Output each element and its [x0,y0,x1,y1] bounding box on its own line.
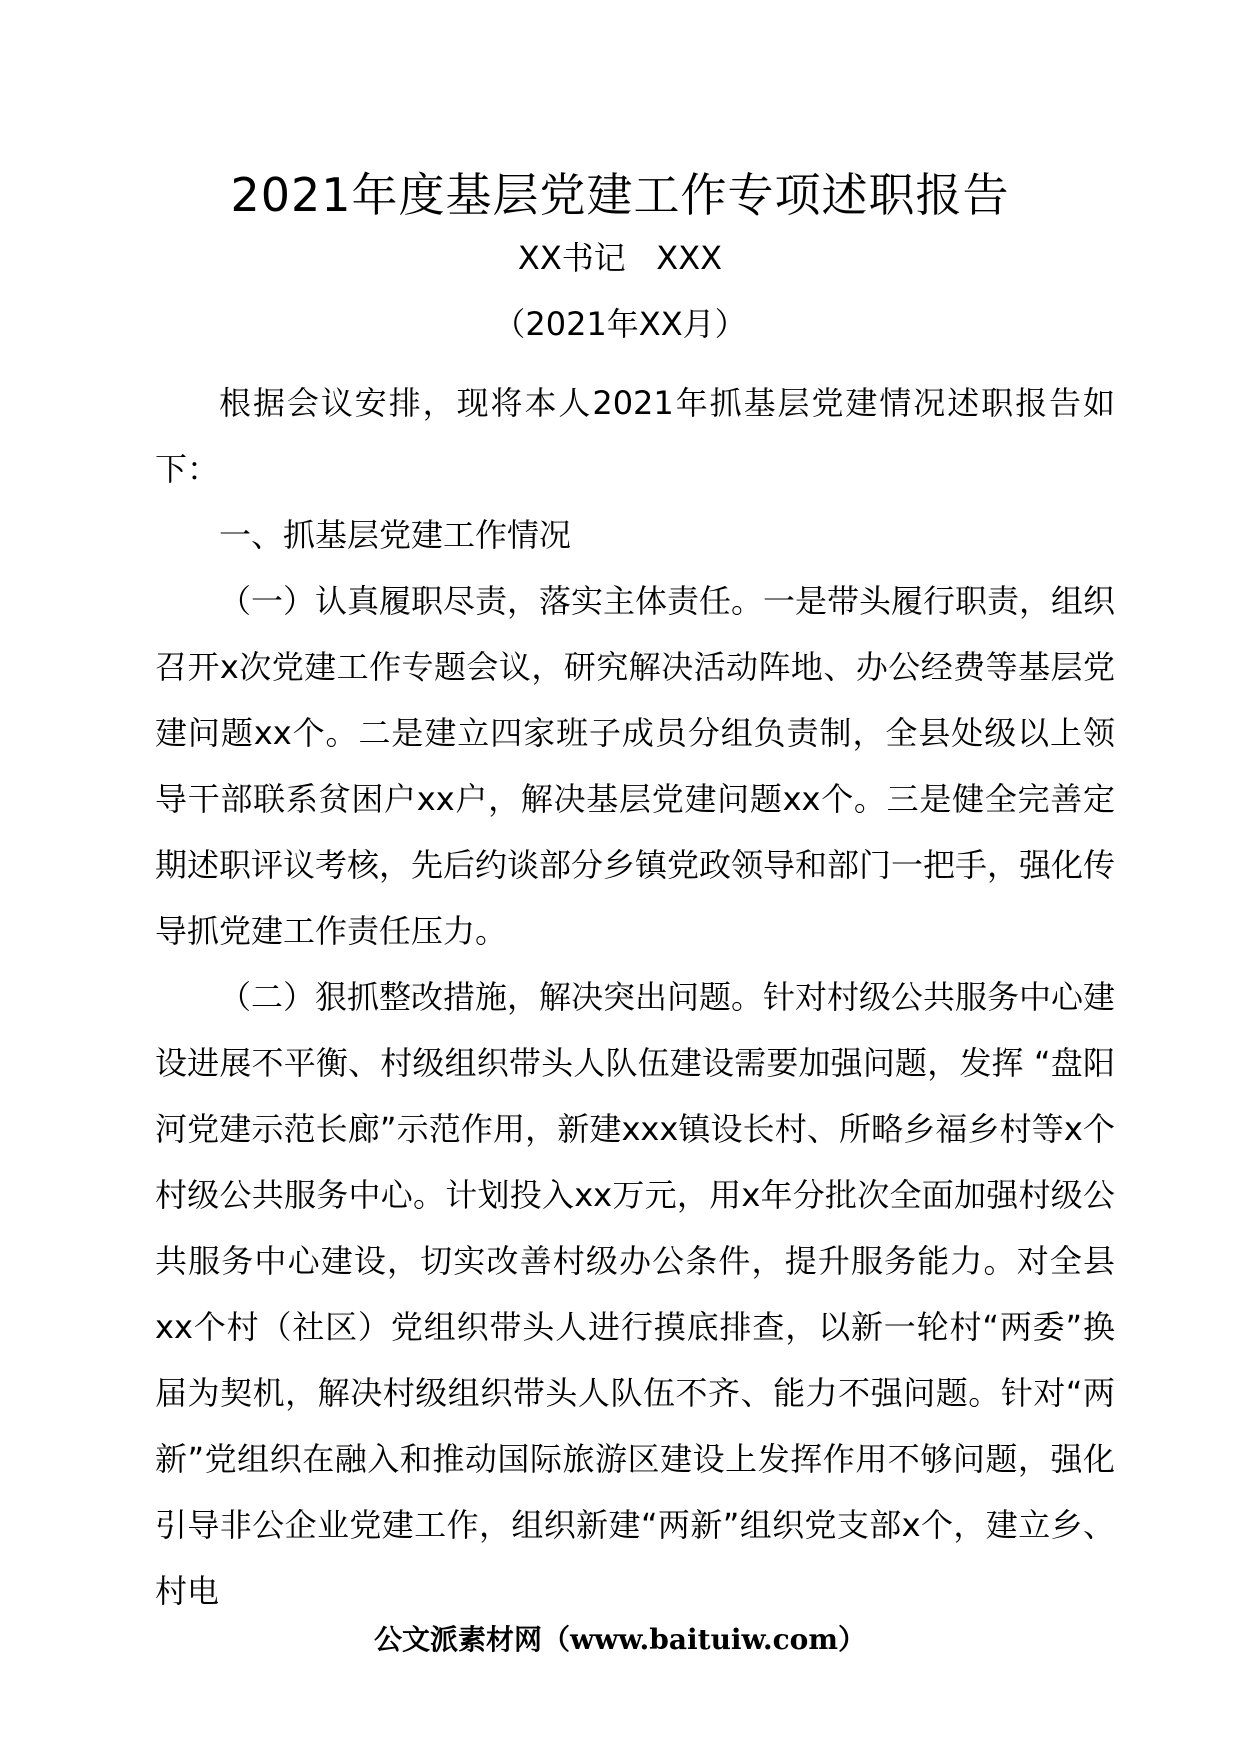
paragraph-intro: 根据会议安排，现将本人2021年抓基层党建情况述职报告如下： [155,384,1115,488]
paragraph: （二）狠抓整改措施，解决突出问题。针对村级公共服务中心建设进展不平衡、村级组织带头人队伍建设需要加强问题，发挥 “盘阳河党建示范长廊”示范作用，新建xxx镇设长村、所略乡福乡村等x个村级公共服务中心。计划投入xx万元，用x年分批次全面加强村级公共服务中心建设，切实改善村级办公条件，提升服务能力。对全县xx个村（社区）党组织带头人进行摸底排查，以新一轮村“两委”换届为契机，解决村级组织带头人队伍不齐、能力不强问题。针对“两新”党组织在融入和推动国际旅游区建设上发挥作用不够问题，强化引导非公企业党建工作，组织新建“两新”组织党支部x个，建立乡、村电 [155,978,1116,1610]
document-title: 2021年度基层党建工作专项述职报告 [230,168,1010,222]
document-author: XX书记 XXX [517,239,723,277]
section-heading: 一、抓基层党建工作情况 [219,516,572,554]
footer-watermark: 公文派素材网（www.baituiw.com） [374,1623,866,1656]
document-date: （2021年XX月） [493,305,747,343]
paragraph: （一）认真履职尽责，落实主体责任。一是带头履行职责，组织召开x次党建工作专题会议，研究解决活动阵地、办公经费等基层党建问题xx个。二是建立四家班子成员分组负责制，全县处级以上领导干部联系贫困户xx户，解决基层党建问题xx个。三是健全完善定期述职评议考核，先后约谈部分乡镇党政领导和部门一把手，强化传导抓党建工作责任压力。 [155,582,1116,950]
document-body [155,370,1115,1624]
